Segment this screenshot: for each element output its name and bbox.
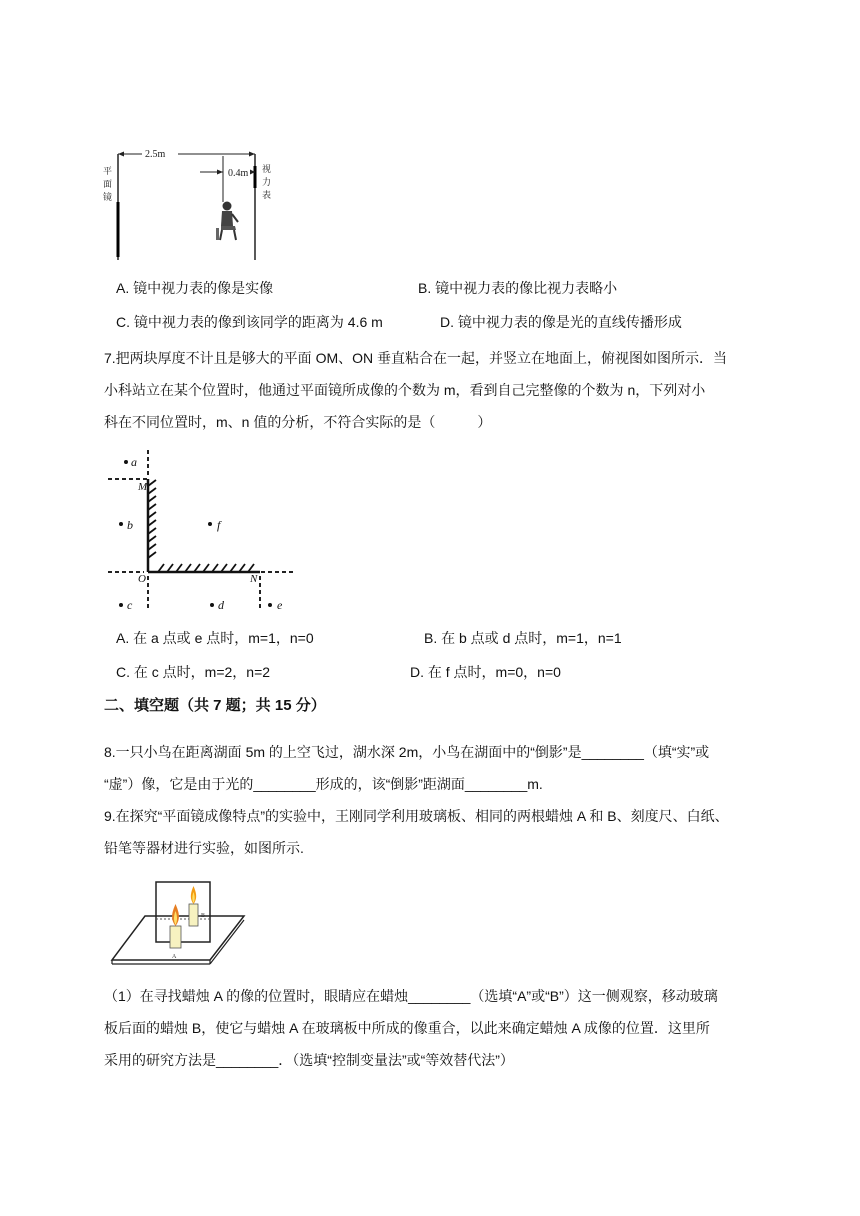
q9-line2: 铅笔等器材进行实验，如图所示. [104, 840, 304, 856]
seated-student-icon [216, 202, 238, 241]
candle-b-label: B [201, 913, 206, 919]
point-e [268, 598, 283, 612]
point-d-label: d [218, 598, 224, 612]
q8-line2: “虚”）像，它是由于光的________形成的，该“倒影”距湖面________m. [104, 776, 543, 792]
point-f-label: f [217, 518, 221, 532]
label-N: N [250, 573, 258, 585]
q9-sub1-line2: 板后面的蜡烛 B，使它与蜡烛 A 在玻璃板中所成的像重合，以此来确定蜡烛 A 成像的位置．这里所 [104, 1020, 710, 1036]
label-M: M [138, 481, 148, 493]
q7-option-b: B. 在 b 点或 d 点时，m=1，n=1 [424, 630, 622, 646]
q9-sub1-line3: 采用的研究方法是________．（选填“控制变量法”或“等效替代法”） [104, 1052, 514, 1068]
q6-option-c: C. 镜中视力表的像到该同学的距离为 4.6 m [116, 314, 383, 330]
point-d [210, 598, 225, 612]
label-O: O [138, 573, 146, 585]
eye-chart-mirror-figure [100, 142, 300, 262]
point-c-label: c [127, 598, 133, 612]
candle-experiment-figure [110, 878, 250, 968]
point-e-label: e [277, 598, 283, 612]
point-b [119, 518, 133, 532]
candle-a-label: A [172, 954, 177, 960]
chart-label-1: 视 [262, 164, 272, 174]
q7-option-c: C. 在 c 点时，m=2，n=2 [116, 664, 271, 680]
point-b-label: b [127, 518, 133, 532]
chart-label-3: 表 [262, 190, 272, 200]
perpendicular-mirrors-figure [104, 448, 304, 618]
point-a [124, 455, 137, 469]
chart-label-2: 力 [262, 177, 272, 187]
mirror-label-1: 平 [103, 166, 113, 176]
q7-stem-line2: 小科站立在某个位置时，他通过平面镜所成像的个数为 m，看到自己完整像的个数为 n，下列对小 [104, 382, 706, 398]
mirror-label-2: 面 [103, 179, 113, 189]
q6-option-b: B. 镜中视力表的像比视力表略小 [418, 280, 618, 296]
q6-option-a: A. 镜中视力表的像是实像 [116, 280, 274, 296]
q7-stem-line1: 7.把两块厚度不计且是够大的平面 OM、ON 垂直粘合在一起，并竖立在地面上，俯视图如图所示．当 [104, 350, 728, 366]
q8-line1: 8.一只小鸟在距离湖面 5m 的上空飞过，湖水深 2m，小鸟在湖面中的“倒影”是________（填“实”或 [104, 744, 710, 760]
q7-option-d: D. 在 f 点时，m=0，n=0 [410, 664, 561, 680]
point-a-label: a [131, 455, 137, 469]
point-f [208, 518, 222, 532]
q9-sub1-line1: （1）在寻找蜡烛 A 的像的位置时，眼睛应在蜡烛________（选填“A”或“B”）这一侧观察，移动玻璃 [104, 988, 718, 1004]
dim-0-4m-label: 0.4m [228, 168, 249, 179]
q7-stem-line3: 科在不同位置时，m、n 值的分析，不符合实际的是（ ） [104, 414, 492, 430]
point-c [119, 598, 133, 612]
q7-option-a: A. 在 a 点或 e 点时，m=1，n=0 [116, 630, 314, 646]
dim-2-5m-label: 2.5m [145, 149, 166, 160]
q6-option-d: D. 镜中视力表的像是光的直线传播形成 [440, 314, 682, 330]
mirror-label-3: 镜 [103, 192, 113, 202]
section-heading: 二、填空题（共 7 题；共 15 分） [104, 697, 326, 714]
q9-line1: 9.在探究“平面镜成像特点”的实验中，王刚同学利用玻璃板、相同的两根蜡烛 A 和 B、刻度尺、白纸、 [104, 808, 729, 824]
